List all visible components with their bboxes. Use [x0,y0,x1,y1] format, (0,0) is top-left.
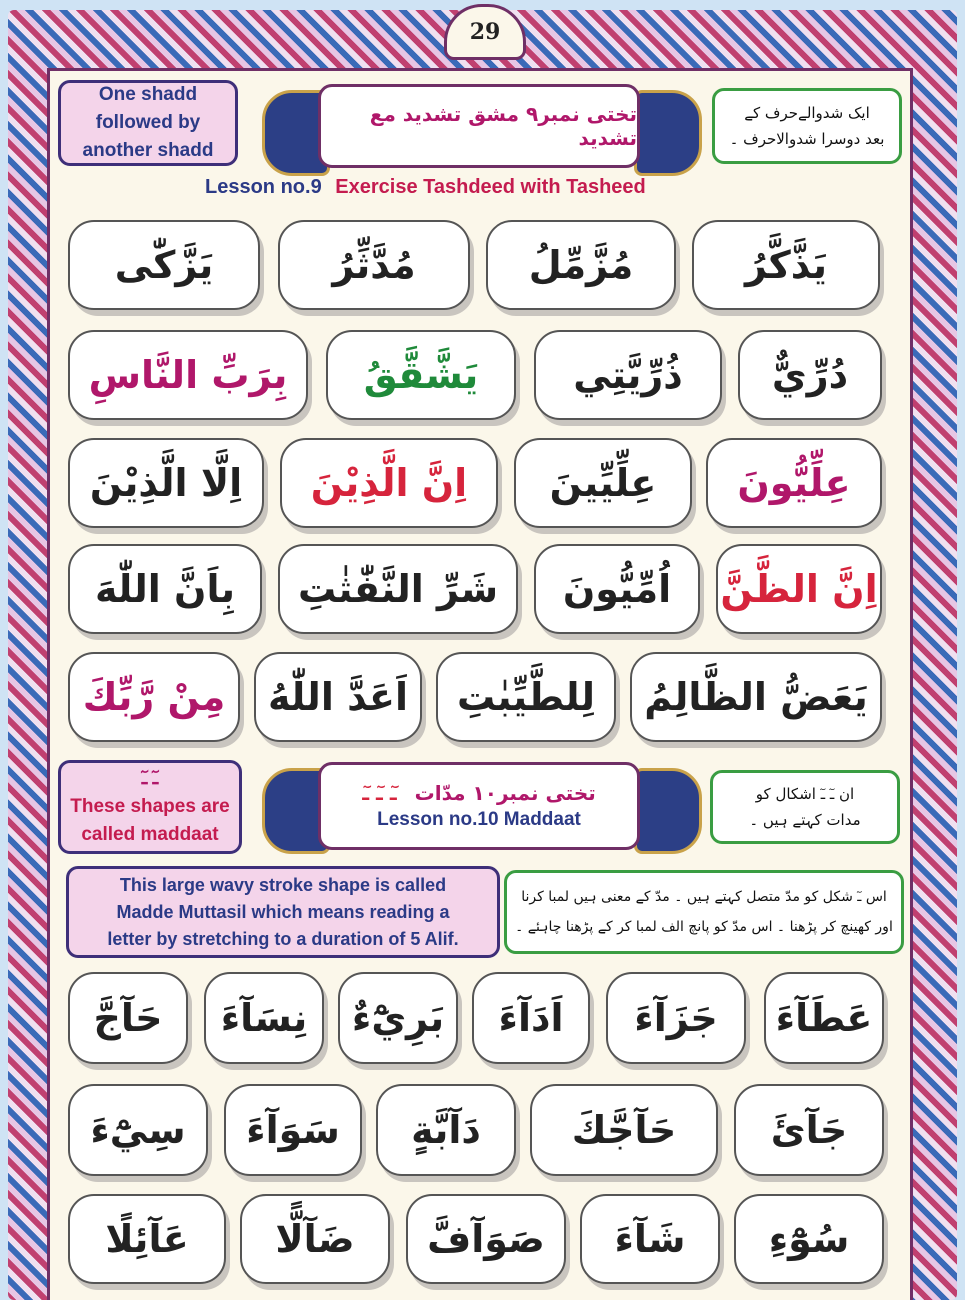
word-card: شَآءَ [580,1194,720,1284]
word-card: حَآجَّكَ [530,1084,718,1176]
note-line: These shapes are [70,796,230,817]
word-card: دُرِّيٌّ [738,330,882,420]
word-card: مِنْ رَّبِّكَ [68,652,240,742]
note-line: ایک شدوالےحرف کے [744,104,870,122]
lesson9-note-english [58,80,238,166]
lesson9-title-prefix: Lesson no.9 [205,176,322,198]
madde-muttasil-english [66,866,500,958]
word-card: جَآئَ [734,1084,884,1176]
desc-line: Madde Muttasil which means reading a [116,901,450,922]
word-card: عِلِّيِّينَ [514,438,692,528]
maddaat-shapes: ـٓ ـٓ [141,768,159,789]
word-card: يَشَّقَّقُ [326,330,516,420]
word-card: عَطَآءَ [764,972,884,1064]
word-card: سَوَآءَ [224,1084,362,1176]
madde-muttasil-urdu [504,870,904,954]
lesson10-banner-urdu: تختی نمبر۱۰ مدّات [414,781,596,805]
word-card: سُوْٓءِ [734,1194,884,1284]
lesson10-note-urdu [710,770,900,844]
word-card: يَعَضُّ الظَّالِمُ [630,652,882,742]
page-number: 29 [444,4,526,60]
lesson10-banner-shapes: ـٓ ـٓ ـٓ [362,781,397,805]
word-card: بَرِيْٓءٌ [338,972,458,1064]
word-card: عَآئِلًا [68,1194,226,1284]
word-card: صَوَآفَّ [406,1194,566,1284]
lesson10-note-english [58,760,242,854]
note-line: مدات کہتے ہیں ۔ [749,811,861,829]
word-card: نِسَآءَ [204,972,324,1064]
lesson10-title: Lesson no.10 Maddaat [377,809,581,830]
word-card: يَزَّكّٰى [68,220,260,310]
word-card: دَآبَّةٍ [376,1084,516,1176]
word-card: يَذَّكَّرُ [692,220,880,310]
word-card: شَرِّ النَّفّٰثٰتِ [278,544,518,634]
note-line: بعد دوسرا شدوالاحرف ۔ [729,130,885,148]
note-line: One shadd [98,84,198,105]
desc-line: This large wavy stroke shape is called [119,874,447,895]
word-card: ضَآلًّا [240,1194,390,1284]
word-card: اِنَّ الظَّنَّ [716,544,882,634]
word-card: بِاَنَّ اللّٰهَ [68,544,262,634]
word-card: اَدَآءَ [472,972,590,1064]
word-card: جَزَآءَ [606,972,746,1064]
lesson9-banner-urdu: تختی نمبر۹ مشق تشدید مع تشدید [369,102,637,150]
word-card: ذُرِّيَّتِي [534,330,722,420]
word-card: مُدَّثِّرُ [278,220,470,310]
desc-line: اور کھینچ کر پڑھنا ۔ اس مدّ کو پانچ الف لمبا کر کے پڑھنا چاہئے ۔ [515,919,893,935]
word-card: مُزَّمِّلُ [486,220,676,310]
lesson10-banner [318,762,640,850]
word-card: اِنَّ الَّذِيْنَ [280,438,498,528]
note-line: called maddaat [81,824,219,845]
lesson9-banner [318,84,640,168]
lesson9-note-urdu [712,88,902,164]
lesson9-title-main: Exercise Tashdeed with Tasheed [335,176,646,198]
word-card: اَعَدَّ اللّٰهُ [254,652,422,742]
word-card: حَآجَّ [68,972,188,1064]
note-line: ان ـٓ ـٓ اشکال کو [755,785,855,803]
banner-ornament-right [634,90,702,176]
note-line: another shadd [82,140,214,161]
lesson9-title [205,176,765,202]
word-card: اُمِّيُّونَ [534,544,700,634]
banner-ornament-right [634,768,702,854]
desc-line: letter by stretching to a duration of 5 Alif. [107,928,459,949]
desc-line: اس ـٓ شکل کو مدّ متصل کہتے ہیں ۔ مدّ کے معنی ہیں لمبا کرنا [521,889,887,905]
word-card: اِلَّا الَّذِيْنَ [68,438,264,528]
word-card: عِلِّيُّونَ [706,438,882,528]
word-card: لِلطَّيِّبٰتِ [436,652,616,742]
note-line: followed by [95,112,201,133]
word-card: سِيْٓءَ [68,1084,208,1176]
word-card: بِرَبِّ النَّاسِ [68,330,308,420]
